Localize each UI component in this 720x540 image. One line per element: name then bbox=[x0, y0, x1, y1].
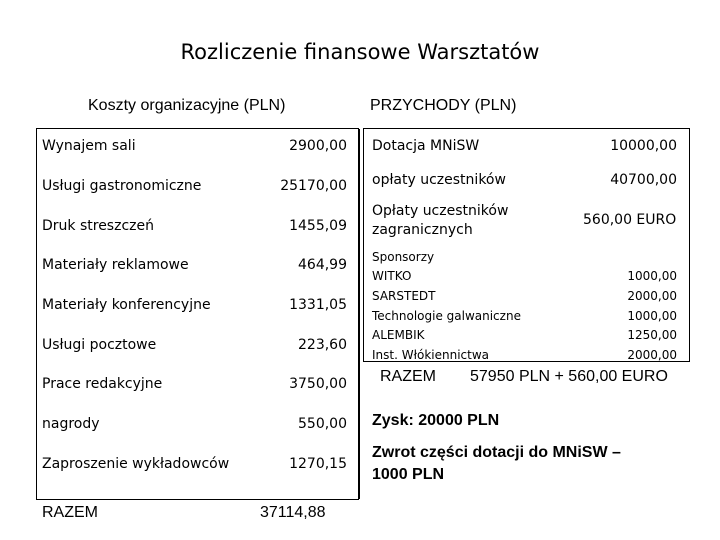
costs-table-divider bbox=[359, 129, 360, 499]
income-total-value: 57950 PLN + 560,00 EURO bbox=[470, 368, 668, 385]
cost-value: 1455,09 bbox=[289, 218, 347, 234]
income-table-frame bbox=[363, 128, 690, 362]
refund-text-line2: 1000 PLN bbox=[372, 466, 445, 483]
sponsor-name: Technologie galwaniczne bbox=[372, 309, 521, 323]
sponsor-value: 1000,00 bbox=[627, 309, 677, 323]
cost-value: 1270,15 bbox=[289, 456, 347, 472]
income-label: zagranicznych bbox=[372, 222, 473, 238]
cost-label: Prace redakcyjne bbox=[42, 376, 163, 392]
income-value: 560,00 EURO bbox=[583, 212, 677, 228]
income-value: 40700,00 bbox=[610, 172, 677, 188]
sponsor-name: Inst. Włókiennictwa bbox=[372, 348, 490, 362]
sponsors-header: Sponsorzy bbox=[372, 250, 435, 264]
income-total-label: RAZEM bbox=[380, 368, 436, 385]
cost-label: Usługi pocztowe bbox=[42, 337, 157, 353]
cost-label: nagrody bbox=[42, 416, 100, 432]
sponsor-name: SARSTEDT bbox=[372, 289, 436, 303]
cost-label: Wynajem sali bbox=[42, 138, 136, 154]
sponsor-value: 2000,00 bbox=[627, 348, 677, 362]
costs-total-label: RAZEM bbox=[42, 504, 98, 521]
cost-value: 25170,00 bbox=[280, 178, 347, 194]
cost-value: 464,99 bbox=[298, 257, 347, 273]
page-title: Rozliczenie finansowe Warsztatów bbox=[180, 40, 540, 64]
sponsor-value: 1000,00 bbox=[627, 269, 677, 283]
costs-total-value: 37114,88 bbox=[260, 504, 326, 521]
sponsor-name: WITKO bbox=[372, 269, 412, 283]
sponsor-value: 1250,00 bbox=[627, 328, 677, 342]
costs-header: Koszty organizacyjne (PLN) bbox=[88, 97, 286, 114]
cost-value: 3750,00 bbox=[289, 376, 347, 392]
cost-label: Usługi gastronomiczne bbox=[42, 178, 202, 194]
cost-label: Materiały konferencyjne bbox=[42, 297, 211, 313]
cost-value: 1331,05 bbox=[289, 297, 347, 313]
cost-label: Zaproszenie wykładowców bbox=[42, 456, 230, 472]
income-value: 10000,00 bbox=[610, 138, 677, 154]
sponsor-value: 2000,00 bbox=[627, 289, 677, 303]
cost-label: Materiały reklamowe bbox=[42, 257, 189, 273]
refund-text-line1: Zwrot części dotacji do MNiSW – bbox=[372, 444, 621, 461]
cost-value: 550,00 bbox=[298, 416, 347, 432]
cost-value: 223,60 bbox=[298, 337, 347, 353]
income-label: Dotacja MNiSW bbox=[372, 138, 480, 154]
income-label: Opłaty uczestników bbox=[372, 203, 509, 219]
income-label: opłaty uczestników bbox=[372, 172, 506, 188]
cost-value: 2900,00 bbox=[289, 138, 347, 154]
cost-label: Druk streszczeń bbox=[42, 218, 154, 234]
sponsor-name: ALEMBIK bbox=[372, 328, 425, 342]
profit-text: Zysk: 20000 PLN bbox=[372, 412, 500, 429]
income-header: PRZYCHODY (PLN) bbox=[370, 97, 517, 114]
